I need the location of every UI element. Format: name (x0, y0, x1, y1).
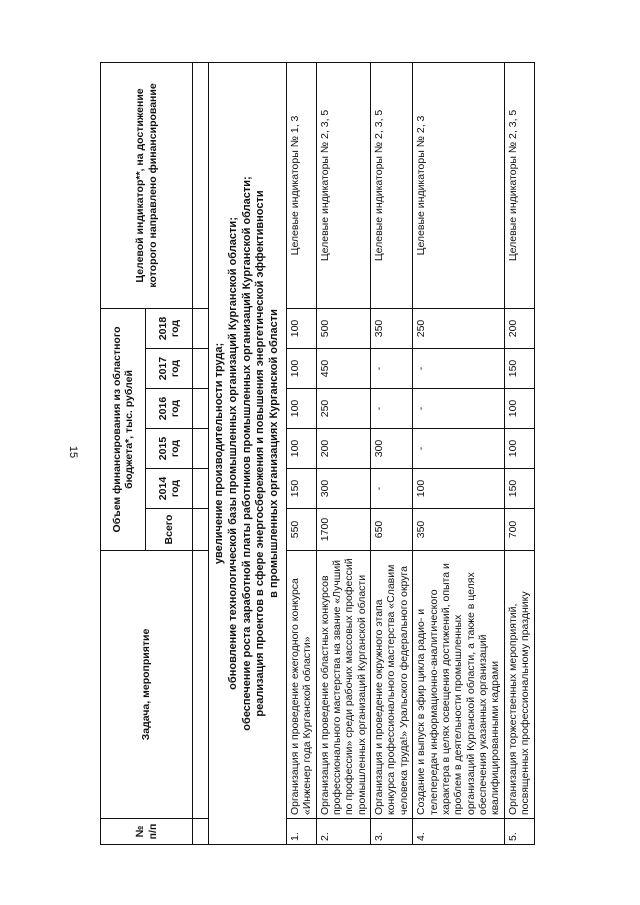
table-row (286, 62, 316, 844)
row-number: 3. (371, 819, 413, 845)
row-2018: 500 (316, 308, 371, 348)
row-2016: 250 (316, 389, 371, 429)
row-2014: 300 (316, 469, 371, 509)
row-2014: 150 (504, 469, 534, 509)
header-2017: 2017 год (146, 349, 193, 389)
header-total: Всего (146, 509, 193, 551)
row-2018: 200 (504, 308, 534, 348)
row-2016: - (413, 389, 505, 429)
row-number: 2. (316, 819, 371, 845)
row-2014: 150 (286, 469, 316, 509)
row-2016: - (371, 389, 413, 429)
row-text: Организация торжественных мероприятий, посвященных профессиональному празднику (504, 551, 534, 819)
row-indicator: Целевые индикаторы № 2, 3, 5 (316, 62, 371, 308)
row-2015: 100 (286, 429, 316, 469)
row-indicator: Целевые индикаторы № 1, 3 (286, 62, 316, 308)
row-total: 1700 (316, 509, 371, 551)
table-row (413, 62, 505, 844)
row-2016: 100 (504, 389, 534, 429)
row-indicator: Целевые индикаторы № 2, 3, 5 (504, 62, 534, 308)
section-line: увеличение производительности труда; (213, 342, 225, 565)
section-heading (209, 62, 287, 844)
table-row (504, 62, 534, 844)
row-2017: 100 (286, 349, 316, 389)
row-2018: 350 (371, 308, 413, 348)
row-2018: 100 (286, 308, 316, 348)
header-financing: Объем финансирования из областного бюджета*, тыс. рублей (101, 308, 146, 550)
row-text: Создание и выпуск в эфир цикла радио- и телепередач информационно-аналитического характера в целях освещения достижений, опыта и проблем в деятельности промышленных организаций Курганской области, а также в целях обеспечения указанных организаций квалифицированными кадрами (413, 551, 505, 819)
section-line: в промышленных организациях Курганской области (268, 309, 280, 598)
row-text: Организация и проведение областных конкурсов профессионального мастерства на звание «Лучший по профессии» среди рабочих массовых профессий промышленных организаций Курганской области (316, 551, 371, 819)
row-2017: - (413, 349, 505, 389)
header-indicator: Целевой индикатор**, на достижение которого направлено финансирование (101, 62, 193, 308)
rotated-document-table (100, 63, 595, 845)
page-number: 15 (67, 445, 79, 459)
header-task: Задача, мероприятие (101, 551, 193, 819)
section-line: обновление технологической базы промышленных организаций Курганской области; (226, 217, 239, 690)
row-indicator: Целевые индикаторы № 2, 3, 5 (371, 62, 413, 308)
row-total: 550 (286, 509, 316, 551)
row-total: 700 (504, 509, 534, 551)
row-2014: - (371, 469, 413, 509)
header-2016: 2016 год (146, 389, 193, 429)
row-2015: 200 (316, 429, 371, 469)
header-2014: 2014 год (146, 469, 193, 509)
row-2016: 100 (286, 389, 316, 429)
row-2015: 100 (504, 429, 534, 469)
row-indicator: Целевые индикаторы № 2, 3 (413, 62, 505, 308)
row-2014: 100 (413, 469, 505, 509)
table-row (316, 62, 371, 844)
header-2015: 2015 год (146, 429, 193, 469)
row-text: Организация и проведение окружного этапа конкурса профессионального мастерства «Славим человека труда!» Уральского федерального округа (371, 551, 413, 819)
row-2017: 450 (316, 349, 371, 389)
section-line: обеспечение роста заработной платы работников промышленных организаций Курганской области; (240, 176, 253, 731)
row-total: 650 (371, 509, 413, 551)
row-number: 5. (504, 819, 534, 845)
row-number: 1. (286, 819, 316, 845)
row-number: 4. (413, 819, 505, 845)
row-2015: 300 (371, 429, 413, 469)
section-line: реализация проектов в сфере энергосбережения и повышения энергетической эффективности (254, 190, 267, 717)
financing-table (100, 62, 535, 845)
row-2017: 150 (504, 349, 534, 389)
row-2017: - (371, 349, 413, 389)
row-text: Организация и проведение ежегодного конкурса «Инженер года Курганской области» (286, 551, 316, 819)
row-2015: - (413, 429, 505, 469)
header-num: № п/п (101, 819, 193, 845)
table-row (371, 62, 413, 844)
header-2018: 2018 год (146, 308, 193, 348)
row-total: 350 (413, 509, 505, 551)
row-2018: 250 (413, 308, 505, 348)
